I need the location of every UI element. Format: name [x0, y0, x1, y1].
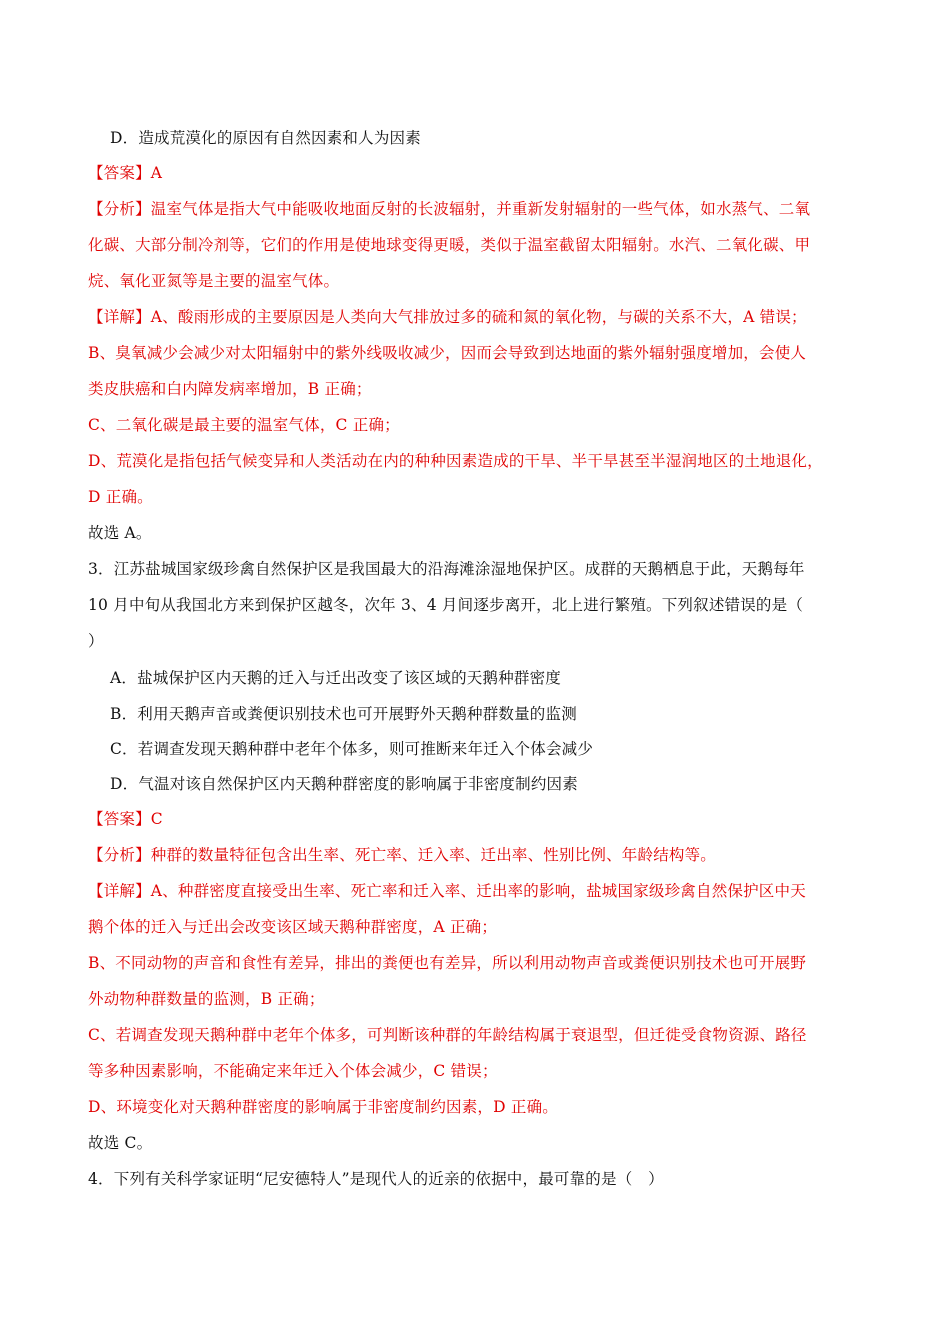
q2-detail-line: 类皮肤癌和白内障发病率增加，B 正确； [88, 380, 372, 398]
q2-detail-line: B、臭氧减少会减少对太阳辐射中的紫外线吸收减少，因而会导致到达地面的紫外辐射强度增加，会使人 [88, 344, 807, 362]
q3-detail-line: D、环境变化对天鹅种群密度的影响属于非密度制约因素，D 正确。 [88, 1098, 558, 1116]
q2-detail-line: 【详解】A、酸雨形成的主要原因是人类向大气排放过多的硫和氮的氧化物，与碳的关系不大，A 错误； [88, 308, 807, 326]
q4-stem: 4．下列有关科学家证明“尼安德特人”是现代人的近亲的依据中，最可靠的是（ ） [88, 1170, 664, 1188]
q3-stem-line: 10 月中旬从我国北方来到保护区越冬，次年 3、4 月间逐步离开，北上进行繁殖。下列叙述错误的是（ [88, 596, 804, 614]
q3-conclusion: 故选 C。 [88, 1134, 153, 1152]
q2-analysis-line: 【分析】温室气体是指大气中能吸收地面反射的长波辐射，并重新发射辐射的一些气体，如水蒸气、二氧 [88, 200, 811, 218]
q3-detail-line: 外动物种群数量的监测，B 正确； [88, 990, 325, 1008]
q2-conclusion: 故选 A。 [88, 524, 152, 542]
q2-answer: 【答案】A [88, 164, 163, 182]
q3-option-b: B．利用天鹅声音或粪便识别技术也可开展野外天鹅种群数量的监测 [110, 705, 577, 723]
q3-option-a: A．盐城保护区内天鹅的迁入与迁出改变了该区域的天鹅种群密度 [110, 669, 561, 687]
q3-detail-line: B、不同动物的声音和食性有差异，排出的粪便也有差异，所以利用动物声音或粪便识别技术也可开展野 [88, 954, 807, 972]
q3-analysis: 【分析】种群的数量特征包含出生率、死亡率、迁入率、迁出率、性别比例、年龄结构等。 [88, 846, 717, 864]
q3-option-c: C．若调查发现天鹅种群中老年个体多，则可推断来年迁入个体会减少 [110, 740, 594, 758]
q3-stem-line: 3．江苏盐城国家级珍禽自然保护区是我国最大的沿海滩涂湿地保护区。成群的天鹅栖息于此，天鹅每年 [88, 560, 805, 578]
q3-detail-line: 鹅个体的迁入与迁出会改变该区域天鹅种群密度，A 正确； [88, 918, 498, 936]
q3-option-d: D．气温对该自然保护区内天鹅种群密度的影响属于非密度制约因素 [110, 775, 578, 793]
q3-detail-line: 【详解】A、种群密度直接受出生率、死亡率和迁入率、迁出率的影响，盐城国家级珍禽自然保护区中天 [88, 882, 806, 900]
q2-option-d: D．造成荒漠化的原因有自然因素和人为因素 [110, 129, 421, 147]
q3-stem-line: ） [88, 632, 104, 650]
q2-analysis-line: 化碳、大部分制冷剂等，它们的作用是使地球变得更暖，类似于温室截留太阳辐射。水汽、二氧化碳、甲 [88, 236, 811, 254]
q2-detail-line: C、二氧化碳是最主要的温室气体，C 正确； [88, 416, 400, 434]
q2-detail-line: D 正确。 [88, 488, 153, 506]
q2-detail-line: D、荒漠化是指包括气候变异和人类活动在内的种种因素造成的干旱、半干旱甚至半湿润地区的土地退化， [88, 452, 823, 470]
q3-detail-line: 等多种因素影响，不能确定来年迁入个体会减少，C 错误； [88, 1062, 498, 1080]
q3-detail-line: C、若调查发现天鹅种群中老年个体多，可判断该种群的年龄结构属于衰退型，但迁徙受食物资源、路径 [88, 1026, 807, 1044]
q2-analysis-line: 烷、氧化亚氮等是主要的温室气体。 [88, 272, 340, 290]
q3-answer: 【答案】C [88, 810, 163, 828]
